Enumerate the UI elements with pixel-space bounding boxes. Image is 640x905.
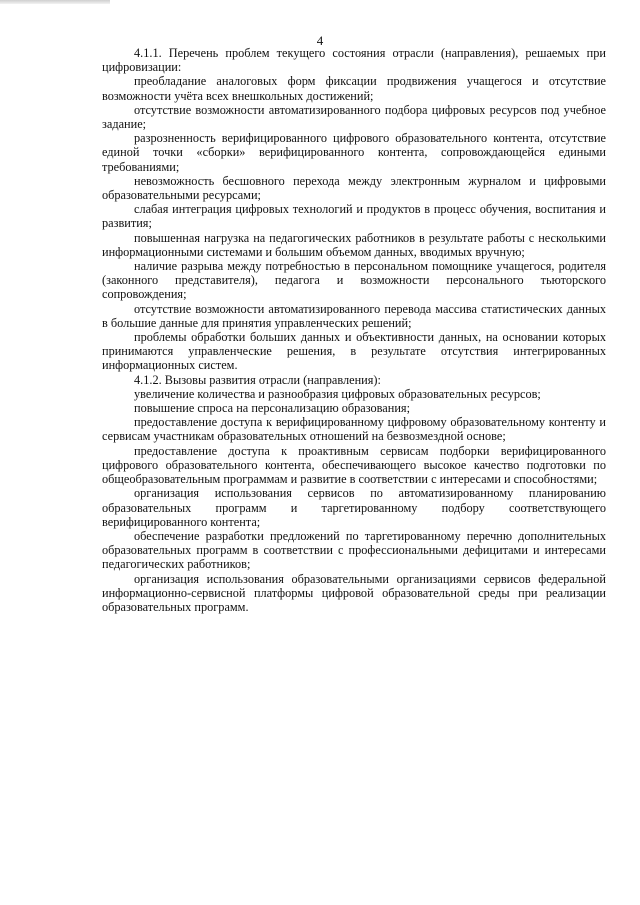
list-item: увеличение количества и разнообразия цифровых образовательных ресурсов; — [134, 386, 541, 401]
section-heading-problems: 4.1.1. Перечень проблем текущего состояния отрасли (направления), решаемых при цифровизации: — [102, 46, 606, 75]
list-item: организация использования образовательными организациями сервисов федеральной информационно-сервисной платформы цифровой образовательной среды при реализации образовательных программ. — [102, 571, 606, 614]
list-item: отсутствие возможности автоматизированного перевода массива статистических данных в большие данные для принятия управленческих решений; — [102, 301, 606, 330]
list-item: повышение спроса на персонализацию образования; — [134, 401, 410, 416]
list-item: отсутствие возможности автоматизированного подбора цифровых ресурсов под учебное задание; — [102, 102, 606, 132]
list-item: проблемы обработки больших данных и объективности данных, на основании которых принимаются управленческие решения, в результате отсутствия интегрированных информационных систем. — [102, 330, 606, 373]
document-body — [102, 46, 606, 614]
scan-edge-mark — [0, 0, 110, 4]
list-item: разрозненность верифицированного цифрового образовательного контента, отсутствие единой точки «сборки» верифицированного контента, сопровождающейся едиными требованиями; — [102, 131, 606, 174]
list-item: повышенная нагрузка на педагогических работников в результате работы с несколькими информационными системами и большим объемом данных, вводимых вручную; — [102, 230, 606, 259]
list-item: организация использования сервисов по автоматизированному планированию образовательных программ и таргетированному подбору соответствующего верифицированного контента; — [102, 486, 606, 529]
list-item: предоставление доступа к верифицированному цифровому образовательному контенту и сервисам участникам образовательных отношений на безвозмездной основе; — [102, 415, 606, 444]
list-item: невозможность бесшовного перехода между электронным журналом и цифровыми образовательными ресурсами; — [102, 173, 606, 203]
list-item: преобладание аналоговых форм фиксации продвижения учащегося и отсутствие возможности учёта всех внешкольных достижений; — [102, 74, 606, 103]
page-number: 4 — [316, 33, 324, 48]
list-item: слабая интеграция цифровых технологий и продуктов в процесс обучения, воспитания и развития; — [102, 202, 606, 231]
section-heading-challenges: 4.1.2. Вызовы развития отрасли (направления): — [134, 372, 381, 387]
list-item: обеспечение разработки предложений по таргетированному перечню дополнительных образовательных программ в соответствии с профессиональными дефицитами и интересами педагогических работников; — [102, 528, 606, 572]
list-item: наличие разрыва между потребностью в персональном помощнике учащегося, родителя (законного представителя), педагога и возможности персонального тьюторского сопровождения; — [102, 259, 606, 302]
list-item: предоставление доступа к проактивным сервисам подборки верифицированного цифрового образовательного контента, обеспечивающего высокое качество подготовки по общеобразовательным программам и развитие в соответствии с интересами и способностями; — [102, 443, 606, 487]
